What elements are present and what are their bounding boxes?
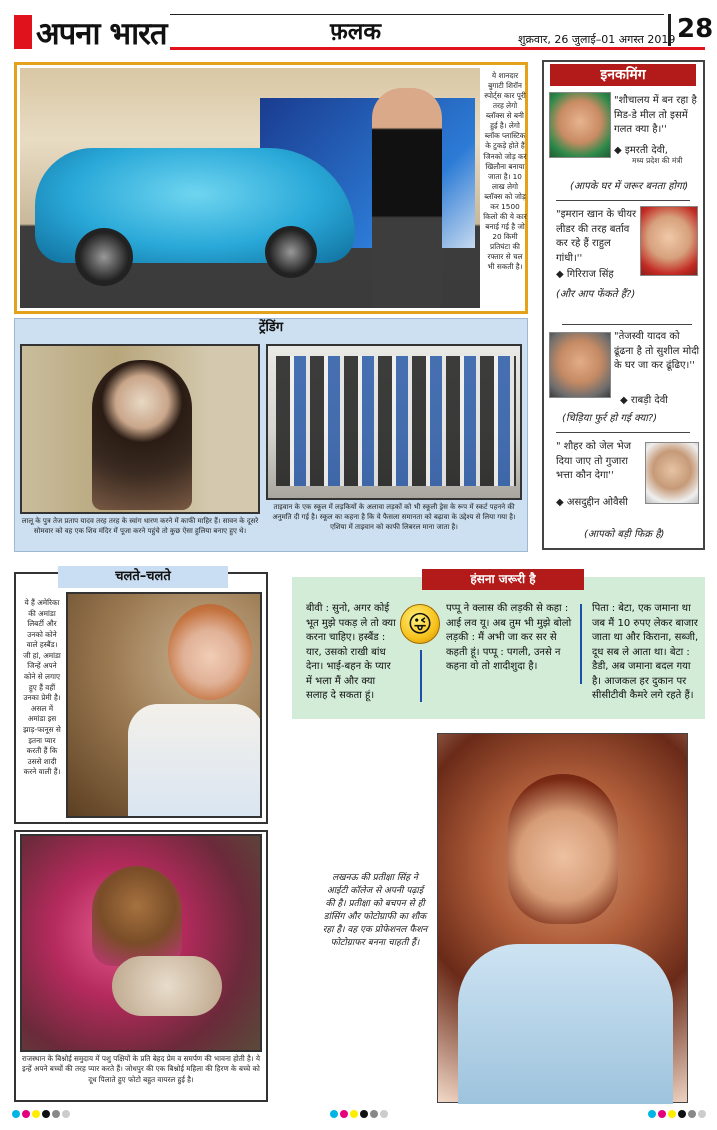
incoming-quote-1: "शौचालय में बन रहा है मिड-डे मील तो इसमें गलत क्या है।'' (614, 95, 697, 135)
incoming-divider (556, 432, 690, 433)
tej-pratap-figure (92, 360, 192, 510)
incoming-quote-3: "तेजस्वी यादव को ढूंढना है तो सुशील मोदी के घर जा कर ढूंढिए।'' (614, 331, 700, 371)
masthead-top-rule (170, 14, 664, 15)
registration-dot (648, 1110, 656, 1118)
incoming-divider (562, 324, 692, 325)
registration-dot (32, 1110, 40, 1118)
registration-dot (678, 1110, 686, 1118)
registration-dot (350, 1110, 358, 1118)
registration-dot (668, 1110, 676, 1118)
pratiksha-face (508, 774, 618, 924)
car-front-wheel (75, 228, 133, 286)
masthead-red-rule (170, 47, 705, 50)
registration-dot (12, 1110, 20, 1118)
joke-separator (580, 604, 582, 684)
incoming-name-4: ◆ असदुद्दीन ओवैसी (556, 497, 628, 508)
car-rear-wheel (265, 226, 317, 278)
incoming-quote-2: "इमरान खान के चीयर लीडर की तरह बर्ताव कर रहे हैं राहुल गांधी।'' (556, 209, 637, 264)
incoming-name-3: ◆ राबड़ी देवी (620, 395, 668, 406)
registration-dot (340, 1110, 348, 1118)
standing-man-figure (372, 88, 442, 308)
joke-2: पप्पू ने क्लास की लड़की से कहा : आई लव यू। अब तुम भी मुझे बोलो लड़की : मैं अभी जा कर सर से कहती हूं। पप्पू : पगली, उनसे न कहना वो तो शादीशुदा है। (446, 603, 572, 672)
pratiksha-caption: लखनऊ की प्रतीक्षा सिंह ने आईटी कॉलेज से अपनी पढ़ाई की है। प्रतीक्षा को बचपन से ही डांसिंग और फोटोग्राफी का शौक रहा है। वह एक प्रोफेशनल फैशन फोटोग्राफर बनना चाहती हैं। (322, 873, 428, 949)
amanda-chandelier-photo (66, 592, 262, 818)
trending-right-caption: ताइवान के एक स्कूल में लड़कियों के अलावा लड़कों को भी स्कूली ड्रेस के रूप में स्कर्ट पहनने की अनुमति दी गई है। स्कूल का कहना है कि ये फैसला समानता को बढ़ावा के उद्देश्य से लिया गया है। एशिया में ताइवान को काफी लिबरल माना जाता है। (272, 503, 516, 532)
lego-car-story (14, 62, 528, 314)
chalte-chalte-caption: ये हैं अमेरिका की अमांडा लिबर्टी और उनको कोने वाले हस्बैंड। जी हां, अमांडा जिन्हें अपने कोने से लगाए हुए हैं वहीं उनका प्रेमी है। असल में अमांडा इस झाड़-फानूस से इतना प्यार करती हैं कि उससे शादी करने वाली हैं। (23, 598, 61, 777)
bishnoi-woman-photo (20, 834, 262, 1052)
joke-1: बीवी : सुनो, अगर कोई भूत मुझे पकड़ ले तो क्या करना चाहिए। हस्बैंड : यार, उसको राखी बांध देना। भाई-बहन के प्यार में भला मैं और क्या सलाह दे सकता हूं। (306, 603, 396, 701)
incoming-comment-4: (आपको बड़ी फिक्र है) (584, 529, 665, 540)
incoming-heading: इनकमिंग (550, 64, 696, 86)
registration-dot (62, 1110, 70, 1118)
amanda-dress (128, 704, 262, 818)
hansna-heading: हंसना जरूरी है (422, 569, 584, 590)
masthead-section: फ़लक (330, 18, 381, 45)
rabri-devi-photo (549, 332, 611, 398)
masthead-date: शुक्रवार, 26 जुलाई–01 अगस्त 2019 (518, 33, 676, 46)
registration-dot (360, 1110, 368, 1118)
chalte-chalte-heading: चलते–चलते (58, 566, 228, 588)
trending-left-caption: लालू के पुत्र तेज प्रताप यादव तरह तरह के स्वांग धारण करने में काफी माहिर हैं। सावन के दूसरे सोमवार को वह एक शिव मंदिर में पूजा करने पहुंचे तो कुछ ऐसा हुलिया बनाए हुए थे। (21, 517, 259, 536)
amanda-face (168, 604, 252, 700)
deer-calf (112, 956, 222, 1016)
page-number: 28 (668, 14, 713, 46)
masthead-title: अपना भारत (36, 16, 167, 52)
woman-figure (92, 866, 182, 966)
pratiksha-top (458, 944, 673, 1104)
tongue-out-emoji-icon: 😜 (400, 604, 440, 644)
imarti-devi-photo (549, 92, 611, 158)
registration-dot (698, 1110, 706, 1118)
registration-dot (370, 1110, 378, 1118)
registration-dot (42, 1110, 50, 1118)
trending-heading: ट्रेंडिंग (258, 320, 284, 335)
rajasthan-caption: राजस्थान के बिश्नोई समुदाय में पशु पक्षियों के प्रति बेहद प्रेम व समर्पण की भावना होती है। ये इन्हें अपने बच्चों की तरह प्यार करते हैं। जोधपुर की एक बिश्नोई महिला की हिरण के बच्चे को दूध पिलाते हुए फोटो बहुत वायरल हुई है। (21, 1054, 261, 1084)
lego-caption: ये शानदार बुगाटी शिरॉन स्पोर्ट्स कार पूरी तरह लेगो ब्लॉक्स से बनी हुई है। लेगो ब्लॉक प्लास्टिक के टुकड़े होते हैं जिनको जोड़ कर खिलौना बनाया जाता है। 10 लाख लेगो ब्लॉक्स को जोड़ कर 1500 किलो की ये कार बनाई गई है जो 20 किमी प्रतिघंटा की रफ्तार से चल भी सकती है। (483, 71, 527, 272)
incoming-name-1: ◆ इमरती देवी, (614, 145, 668, 156)
incoming-quote-4: " शौहर को जेल भेज दिया जाए तो गुजारा भत्ता कौन देगा'' (556, 441, 632, 481)
incoming-comment-3: (चिड़िया फुर्र हो गई क्या?) (562, 413, 658, 424)
students-row (276, 356, 516, 486)
lego-car-photo (20, 68, 480, 308)
incoming-name-2: ◆ गिरिराज सिंह (556, 269, 614, 280)
tej-pratap-photo (20, 344, 260, 514)
incoming-comment-1: (आपके घर में जरूर बनता होगा) (570, 181, 689, 192)
pratiksha-singh-photo (437, 733, 688, 1103)
masthead-red-block (14, 15, 32, 49)
taiwan-students-photo (266, 344, 522, 500)
incoming-comment-2: (और आप फेंकते हैं?) (556, 289, 636, 300)
joke-separator (420, 650, 422, 702)
registration-dot (330, 1110, 338, 1118)
owaisi-photo (645, 442, 699, 504)
giriraj-singh-photo (640, 206, 698, 276)
incoming-divider (556, 200, 690, 201)
registration-dot (658, 1110, 666, 1118)
registration-dot (380, 1110, 388, 1118)
registration-dot (22, 1110, 30, 1118)
registration-dot (52, 1110, 60, 1118)
registration-dot (688, 1110, 696, 1118)
incoming-role-1: मध्य प्रदेश की मंत्री (632, 156, 683, 165)
joke-3: पिता : बेटा, एक जमाना था जब मैं 10 रुपए लेकर बाजार जाता था और किराना, सब्जी, दूध सब ले आता था। बेटा : डैडी, अब जमाना बदल गया है। आजकल हर दुकान पर सीसीटीवी कैमरे लगे रहते हैं। (592, 603, 699, 701)
